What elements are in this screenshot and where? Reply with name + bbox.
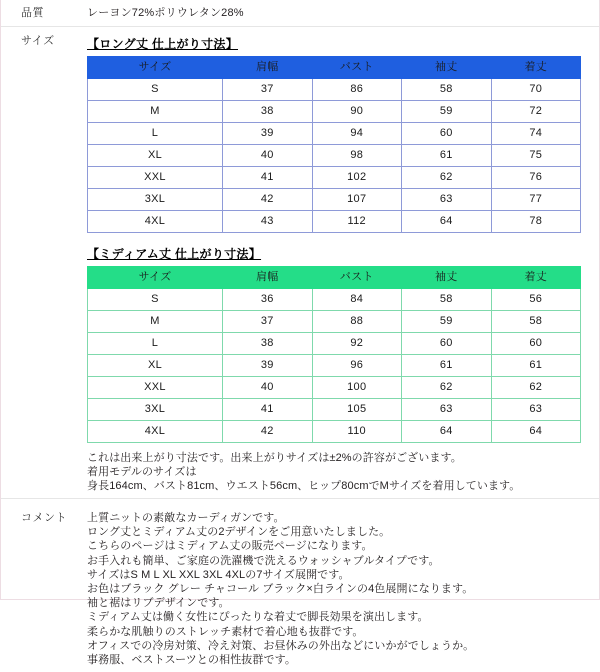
table-cell: 62 — [491, 377, 581, 399]
table-cell: 42 — [223, 189, 313, 211]
size-note-line: 着用モデルのサイズは — [87, 466, 197, 478]
table-cell: 84 — [312, 289, 402, 311]
table-header-row — [88, 267, 581, 289]
table-cell: 3XL — [88, 399, 223, 421]
table-row — [88, 421, 581, 443]
table-cell: 58 — [402, 289, 492, 311]
comment-line: オフィスでの冷房対策、冷え対策、お昼休みの外出などにいかがでしょうか。 — [87, 639, 475, 652]
table-cell: 3XL — [88, 189, 223, 211]
table-row — [88, 211, 581, 233]
table-spacer — [87, 235, 591, 244]
size-table-long-title — [87, 36, 591, 52]
table-body — [88, 79, 581, 233]
table-cell: S — [88, 79, 223, 101]
table-row — [88, 355, 581, 377]
size-note — [87, 451, 591, 493]
table-cell: 59 — [402, 101, 492, 123]
table-cell: 59 — [402, 311, 492, 333]
table-cell: 63 — [491, 399, 581, 421]
table-cell: 90 — [312, 101, 402, 123]
table-row — [88, 167, 581, 189]
table-column-header: バスト — [312, 57, 402, 79]
table-cell: XXL — [88, 377, 223, 399]
table-cell: 88 — [312, 311, 402, 333]
table-cell: 4XL — [88, 211, 223, 233]
table-cell: XXL — [88, 167, 223, 189]
table-cell: 105 — [312, 399, 402, 421]
table-cell: 60 — [402, 333, 492, 355]
table-cell: 61 — [402, 145, 492, 167]
spec-content-size — [87, 27, 599, 498]
comment-line: 上質ニットの素敵なカーディガンです。 — [87, 512, 285, 524]
size-note-line: 身長164cm、バスト81cm、ウエスト56cm、ヒップ80cmでMサイズを着用しています。 — [87, 480, 521, 492]
table-cell: 64 — [491, 421, 581, 443]
table-cell: 112 — [312, 211, 402, 233]
comment-line: 事務服、ベストスーツとの相性抜群です。 — [87, 654, 296, 667]
comment-line: ロング丈とミディアム丈の2デザインをご用意いたしました。 — [87, 526, 391, 539]
quality-value: レーヨン72%ポリウレタン28% — [87, 7, 244, 19]
table-cell: 92 — [312, 333, 402, 355]
table-column-header: 着丈 — [491, 267, 581, 289]
table-column-header: サイズ — [88, 267, 223, 289]
table-body — [88, 289, 581, 443]
table-row — [88, 311, 581, 333]
spec-row-size — [1, 26, 599, 498]
table-column-header: 肩幅 — [223, 267, 313, 289]
table-cell: 42 — [223, 421, 313, 443]
table-column-header: 肩幅 — [223, 57, 313, 79]
table-cell: 36 — [223, 289, 313, 311]
table-header-row — [88, 57, 581, 79]
table-cell: 64 — [402, 421, 492, 443]
table-cell: M — [88, 101, 223, 123]
comment-text — [87, 511, 591, 667]
table-cell: 61 — [402, 355, 492, 377]
table-cell: 72 — [491, 101, 581, 123]
spec-row-quality — [1, 0, 599, 26]
table-cell: 63 — [402, 189, 492, 211]
size-note-line: これは出来上がり寸法です。出来上がりサイズは±2%の許容がございます。 — [87, 452, 462, 464]
table-cell: S — [88, 289, 223, 311]
table-row — [88, 399, 581, 421]
table-row — [88, 189, 581, 211]
size-table-medium-title — [87, 246, 591, 262]
table-cell: 61 — [491, 355, 581, 377]
comment-line: お手入れも簡単、ご家庭の洗濯機で洗えるウォッシャブルタイプです。 — [87, 554, 440, 567]
spec-row-comment — [1, 498, 599, 672]
table-cell: 43 — [223, 211, 313, 233]
table-cell: 60 — [402, 123, 492, 145]
table-row — [88, 333, 581, 355]
table-cell: 56 — [491, 289, 581, 311]
size-table-long — [87, 56, 581, 233]
table-cell: 94 — [312, 123, 402, 145]
table-row — [88, 145, 581, 167]
size-table-long-title-text: 【ロング丈 仕上がり寸法】 — [87, 37, 238, 51]
table-cell: 4XL — [88, 421, 223, 443]
table-cell: 37 — [223, 79, 313, 101]
comment-line: お色はブラック グレー チャコール ブラック×白ラインの4色展開になります。 — [87, 583, 474, 596]
comment-line: 袖と裾はリブデザインです。 — [87, 597, 230, 610]
table-cell: 62 — [402, 167, 492, 189]
table-cell: 39 — [223, 355, 313, 377]
table-cell: M — [88, 311, 223, 333]
table-cell: 58 — [491, 311, 581, 333]
table-cell: 62 — [402, 377, 492, 399]
table-cell: 107 — [312, 189, 402, 211]
table-cell: 40 — [223, 377, 313, 399]
table-cell: 63 — [402, 399, 492, 421]
comment-line: 柔らかな肌触りのストレッチ素材で着心地も抜群です。 — [87, 625, 364, 638]
table-cell: 78 — [491, 211, 581, 233]
spec-label-comment: コメント — [21, 512, 67, 524]
table-cell: 41 — [223, 167, 313, 189]
table-cell: L — [88, 123, 223, 145]
table-row — [88, 377, 581, 399]
table-row — [88, 79, 581, 101]
table-cell: 40 — [223, 145, 313, 167]
table-cell: XL — [88, 355, 223, 377]
table-cell: 76 — [491, 167, 581, 189]
table-column-header: 袖丈 — [402, 57, 492, 79]
table-cell: 102 — [312, 167, 402, 189]
table-cell: 60 — [491, 333, 581, 355]
table-cell: 70 — [491, 79, 581, 101]
spec-content-comment — [87, 499, 599, 672]
table-column-header: 袖丈 — [402, 267, 492, 289]
table-cell: 110 — [312, 421, 402, 443]
table-cell: 86 — [312, 79, 402, 101]
table-cell: 100 — [312, 377, 402, 399]
size-table-medium — [87, 266, 581, 443]
table-row — [88, 289, 581, 311]
table-cell: 77 — [491, 189, 581, 211]
table-column-header: 着丈 — [491, 57, 581, 79]
table-cell: 74 — [491, 123, 581, 145]
table-cell: 38 — [223, 333, 313, 355]
table-cell: 41 — [223, 399, 313, 421]
comment-line: こちらのページはミディアム丈の販売ページになります。 — [87, 540, 373, 553]
table-column-header: バスト — [312, 267, 402, 289]
spec-label-quality: 品質 — [21, 7, 44, 19]
table-row — [88, 101, 581, 123]
table-cell: 58 — [402, 79, 492, 101]
table-row — [88, 123, 581, 145]
table-cell: 64 — [402, 211, 492, 233]
table-cell: 37 — [223, 311, 313, 333]
table-cell: 96 — [312, 355, 402, 377]
spec-label-size: サイズ — [21, 35, 55, 47]
table-column-header: サイズ — [88, 57, 223, 79]
size-table-medium-title-text: 【ミディアム丈 仕上がり寸法】 — [87, 247, 262, 261]
comment-line: サイズはS M L XL XXL 3XL 4XLの7サイズ展開です。 — [87, 568, 350, 581]
table-cell: 98 — [312, 145, 402, 167]
table-cell: 39 — [223, 123, 313, 145]
table-cell: 38 — [223, 101, 313, 123]
table-cell: XL — [88, 145, 223, 167]
spec-content-quality — [87, 0, 599, 25]
table-cell: 75 — [491, 145, 581, 167]
comment-line: ミディアム丈は働く女性にぴったりな着丈で脚長効果を演出します。 — [87, 611, 429, 624]
table-cell: L — [88, 333, 223, 355]
